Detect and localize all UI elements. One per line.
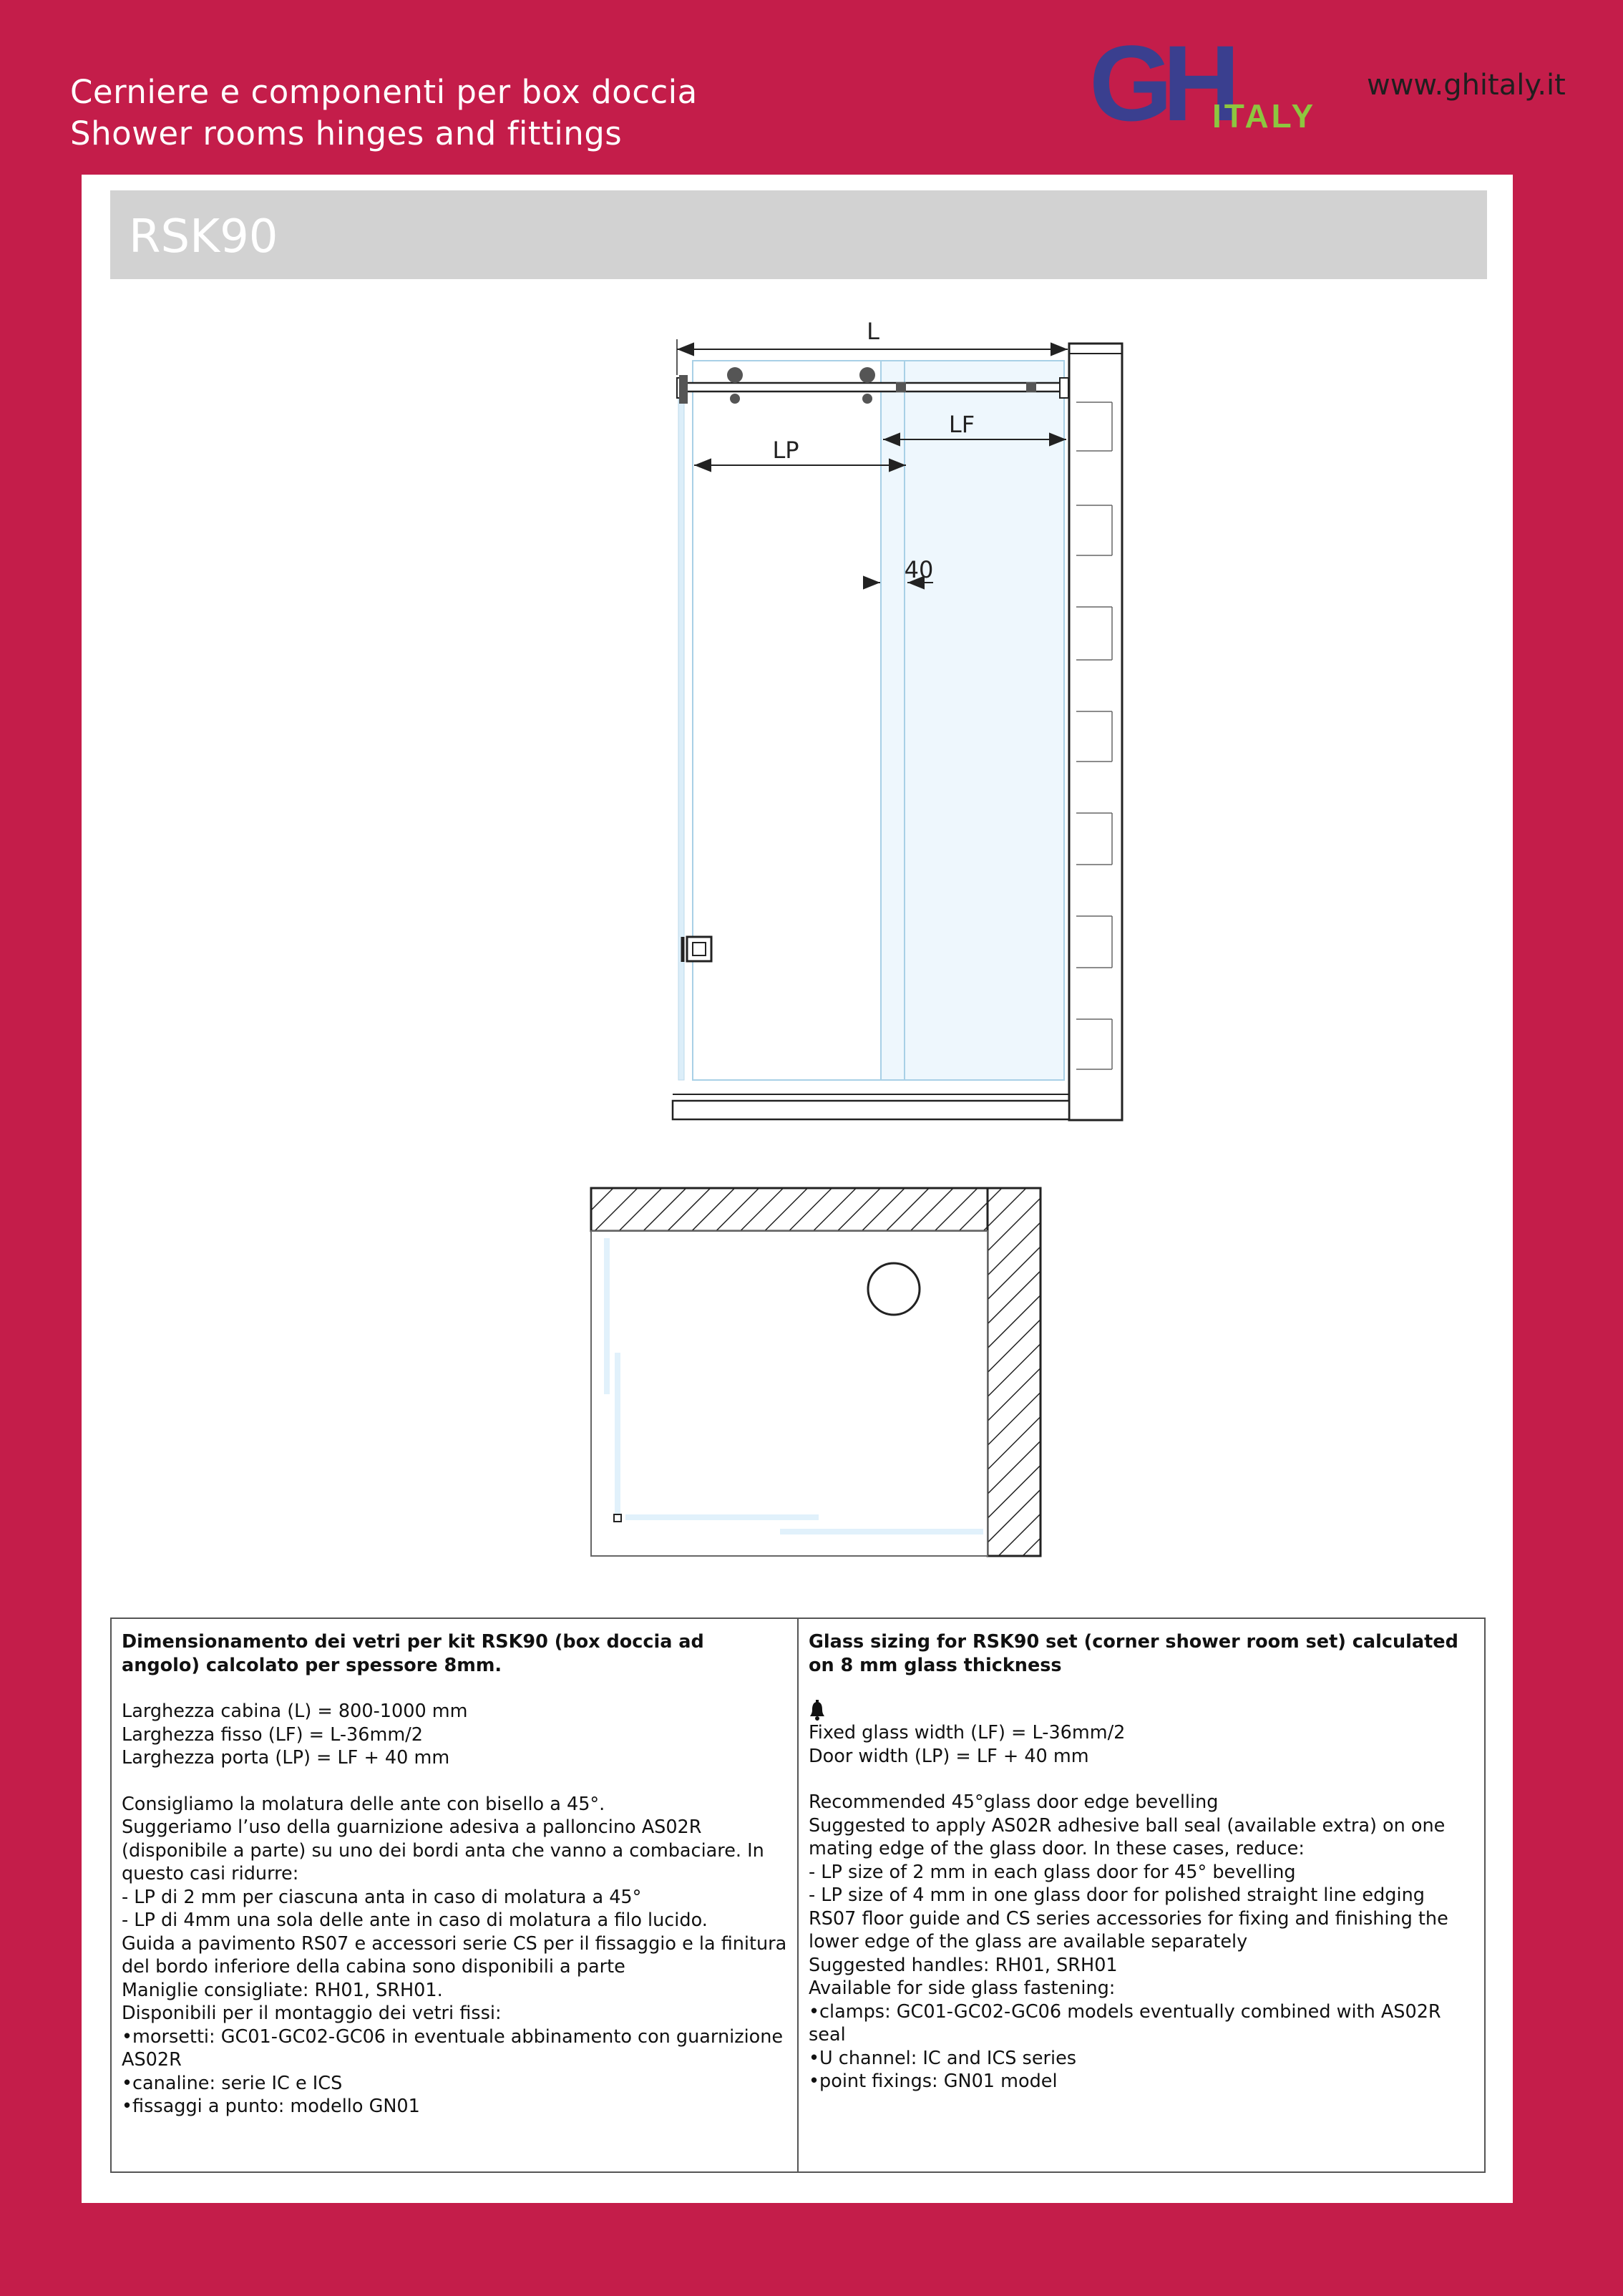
english-dim-2: Door width (LP) = LF + 40 mm: [809, 1745, 1089, 1767]
italian-body-2: Suggeriamo l’uso della guarnizione adesiva a palloncino AS02R (disponibile a parte) su uno dei bordi anta che vanno a combaciare. In questo casi ridurre:: [122, 1816, 764, 1884]
rail-clamp-left: [679, 375, 688, 404]
plan-floor-area: [591, 1231, 988, 1556]
italian-column: [112, 1619, 799, 2171]
italian-body-8: •morsetti: GC01-GC02-GC06 in eventuale abbinamento con guarnizione AS02R: [122, 2025, 784, 2071]
wall: [1069, 344, 1122, 1120]
drain-circle: [868, 1263, 920, 1315]
title-bar: [110, 190, 1487, 279]
plan-wall-top: [591, 1188, 1040, 1231]
english-body-5: RS07 floor guide and CS series accessories for fixing and finishing the lower edge of the glass are available separately: [809, 1907, 1448, 1952]
bell-icon: [809, 1700, 826, 1721]
english-column: [799, 1619, 1486, 2171]
english-body-9: •U channel: IC and ICS series: [809, 2047, 1077, 2069]
door-edge-strip: [678, 382, 684, 1080]
english-body-2: Suggested to apply AS02R adhesive ball seal (available extra) on one mating edge of the glass door. In these cases, reduce:: [809, 1814, 1446, 1859]
english-body-7: Available for side glass fastening:: [809, 1978, 1116, 1999]
fixed-glass-panel: [881, 361, 1064, 1080]
plan-fixed-bottom: [780, 1529, 983, 1534]
plan-wall-right: [988, 1188, 1040, 1556]
rail-end-right: [1060, 378, 1068, 398]
english-body-6: Suggested handles: RH01, SRH01: [809, 1954, 1118, 1976]
door-glass-panel: [693, 361, 905, 1080]
svg-text:GH: GH: [1089, 36, 1230, 136]
english-dim-1: Fixed glass width (LF) = L-36mm/2: [809, 1722, 1126, 1743]
specifications-table: [110, 1618, 1486, 2173]
english-heading: Glass sizing for RSK90 set (corner shower room set) calculated on 8 mm glass thickness: [809, 1631, 1458, 1676]
plan-door-glass: [615, 1353, 620, 1516]
italian-heading: Dimensionamento dei vetri per kit RSK90 (box doccia ad angolo) calcolato per spessore 8mm.: [122, 1631, 704, 1676]
door-handle: [683, 937, 711, 962]
italian-body-9: •canaline: serie IC e ICS: [122, 2072, 343, 2094]
english-body-4: - LP size of 4 mm in one glass door for polished straight line edging: [809, 1884, 1425, 1906]
header-line-italian: Cerniere e componenti per box doccia: [70, 73, 698, 111]
rail-stopper-2: [1026, 382, 1036, 392]
website-link[interactable]: www.ghitaly.it: [1367, 69, 1566, 102]
italian-body-5: Guida a pavimento RS07 e accessori serie CS per il fissaggio e la finitura del bordo inferiore della cabina sono disponibili a parte: [122, 1932, 787, 1978]
italian-body-3: - LP di 2 mm per ciascuna anta in caso di molatura a 45°: [122, 1886, 642, 1908]
label-LP: LP: [772, 437, 799, 464]
header-line-english: Shower rooms hinges and fittings: [70, 115, 623, 152]
plan-door-bottom: [625, 1514, 819, 1520]
plan-pivot: [614, 1514, 621, 1522]
label-40: 40: [904, 556, 934, 583]
sliding-rail: [683, 383, 1066, 391]
floor-base: [673, 1101, 1069, 1119]
italian-dim-3: Larghezza porta (LP) = LF + 40 mm: [122, 1747, 450, 1769]
gh-italy-logo: [1088, 36, 1352, 136]
plan-fixed-glass: [604, 1238, 610, 1394]
italian-dim-1: Larghezza cabina (L) = 800-1000 mm: [122, 1701, 468, 1722]
label-LF: LF: [948, 411, 975, 438]
label-L: L: [867, 318, 879, 345]
product-sheet: [82, 175, 1513, 2203]
english-body-10: •point fixings: GN01 model: [809, 2071, 1058, 2092]
italian-body-4: - LP di 4mm una sola delle ante in caso di molatura a filo lucido.: [122, 1910, 708, 1931]
product-title: RSK90: [129, 210, 278, 263]
italian-body-1: Consigliamo la molatura delle ante con bisello a 45°.: [122, 1793, 605, 1815]
italian-body-10: •fissaggi a punto: modello GN01: [122, 2096, 420, 2117]
english-body-3: - LP size of 2 mm in each glass door for 45° bevelling: [809, 1861, 1296, 1883]
front-view-drawing: [583, 318, 1126, 1305]
english-body-1: Recommended 45°glass door edge bevelling: [809, 1791, 1219, 1813]
english-body-8: •clamps: GC01-GC02-GC06 models eventually combined with AS02R seal: [809, 2000, 1441, 2046]
italian-body-6: Maniglie consigliate: RH01, SRH01.: [122, 1979, 443, 2001]
plan-view-drawing: [590, 1187, 1048, 1565]
italian-body-7: Disponibili per il montaggio dei vetri fissi:: [122, 2003, 502, 2024]
rail-stopper-1: [896, 382, 906, 392]
italian-dim-2: Larghezza fisso (LF) = L-36mm/2: [122, 1723, 423, 1746]
svg-text:ITALY: ITALY: [1212, 97, 1317, 135]
